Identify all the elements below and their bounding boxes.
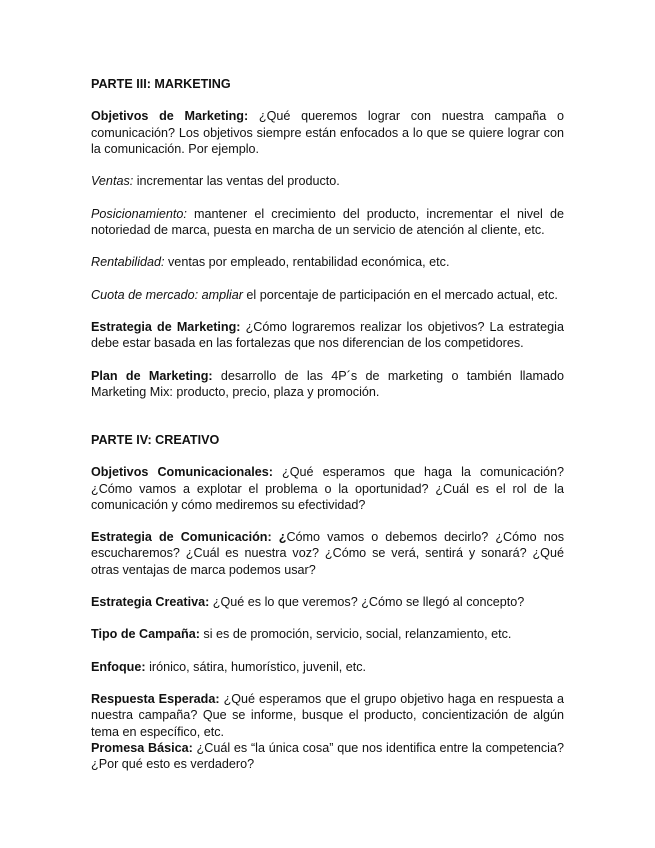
- paragraph-estrategia-comunicacion: [91, 529, 564, 578]
- paragraph-ventas: [91, 173, 564, 189]
- paragraph-promesa-basica: [91, 740, 564, 772]
- text-plan-marketing: desarrollo de las 4P´s de marketing o también llamado Marketing Mix: producto, precio, plaza y promoción.: [91, 368, 564, 399]
- text-objetivos-comunicacionales: ¿Qué esperamos que haga la comunicación? ¿Cómo vamos a explotar el problema o la oportunidad? ¿Cuál es el rol de la comunicación y cómo mediremos su efectividad?: [91, 465, 565, 512]
- paragraph-objetivos-comunicacionales: [91, 464, 564, 513]
- text-posicionamiento: mantener el crecimiento del producto, incrementar el nivel de notoriedad de marca, puesta en marcha de un servicio de atención al cliente, etc.: [91, 206, 564, 237]
- text-objetivos-marketing: ¿Qué queremos lograr con nuestra campaña o comunicación? Los objetivos siempre están enfocados a lo que se quiere lograr con la comunicación. Por ejemplo.: [91, 109, 564, 156]
- document-page: [91, 76, 564, 772]
- label-ventas: Ventas:: [91, 174, 134, 189]
- paragraph-cuota-mercado: [91, 287, 564, 303]
- paragraph-posicionamiento: [91, 206, 564, 238]
- label-promesa-basica: Promesa Básica:: [91, 740, 193, 755]
- paragraph-estrategia-creativa: [91, 594, 564, 610]
- text-promesa-basica: ¿Cuál es “la única cosa” que nos identifica entre la competencia? ¿Por qué esto es verdadero?: [91, 740, 564, 771]
- text-estrategia-marketing: ¿Cómo lograremos realizar los objetivos? La estrategia debe estar basada en las fortalezas que nos diferencian de los competidores.: [91, 319, 564, 351]
- text-ventas: incrementar las ventas del producto.: [133, 174, 340, 189]
- paragraph-estrategia-marketing: [91, 319, 564, 351]
- paragraph-tipo-campana: [91, 626, 564, 642]
- paragraph-respuesta-esperada: [91, 691, 564, 740]
- text-cuota-mercado: el porcentaje de participación en el mercado actual, etc.: [242, 287, 558, 302]
- label-rentabilidad: Rentabilidad:: [91, 255, 165, 270]
- text-enfoque: irónico, sátira, humorístico, juvenil, etc.: [145, 659, 367, 674]
- text-respuesta-esperada: ¿Qué esperamos que el grupo objetivo haga en respuesta a nuestra campaña? Que se informe, busque el producto, concientización de algún tema en específico, etc.: [91, 692, 564, 739]
- text-estrategia-creativa: ¿Qué es lo que veremos? ¿Cómo se llegó al concepto?: [209, 594, 525, 609]
- label-estrategia-creativa: Estrategia Creativa:: [91, 594, 210, 609]
- text-tipo-campana: si es de promoción, servicio, social, relanzamiento, etc.: [199, 627, 512, 642]
- text-estrategia-comunicacion: Cómo vamos o debemos decirlo? ¿Cómo nos escucharemos? ¿Cuál es nuestra voz? ¿Cómo se verá, sentirá y sonará? ¿Qué otras ventajas de marca podemos usar?: [91, 530, 564, 577]
- section-heading-marketing: PARTE III: MARKETING: [91, 77, 231, 91]
- paragraph-plan-marketing: [91, 368, 564, 400]
- label-tipo-campana: Tipo de Campaña:: [91, 627, 200, 642]
- label-enfoque: Enfoque:: [91, 659, 146, 674]
- label-objetivos-marketing: Objetivos de Marketing:: [91, 109, 249, 124]
- text-rentabilidad: ventas por empleado, rentabilidad económica, etc.: [164, 255, 450, 270]
- paragraph-rentabilidad: [91, 254, 564, 270]
- section-heading-creativo: PARTE IV: CREATIVO: [91, 432, 220, 447]
- label-cuota-mercado: Cuota de mercado: ampliar: [91, 287, 243, 302]
- label-posicionamiento: Posicionamiento:: [91, 206, 187, 221]
- label-plan-marketing: Plan de Marketing:: [91, 368, 213, 383]
- label-estrategia-marketing: Estrategia de Marketing:: [91, 319, 241, 334]
- label-estrategia-comunicacion: Estrategia de Comunicación: ¿: [91, 530, 287, 545]
- label-respuesta-esperada: Respuesta Esperada:: [91, 692, 220, 707]
- paragraph-enfoque: [91, 659, 564, 675]
- paragraph-objetivos-marketing: [91, 108, 564, 157]
- label-objetivos-comunicacionales: Objetivos Comunicacionales:: [91, 465, 273, 480]
